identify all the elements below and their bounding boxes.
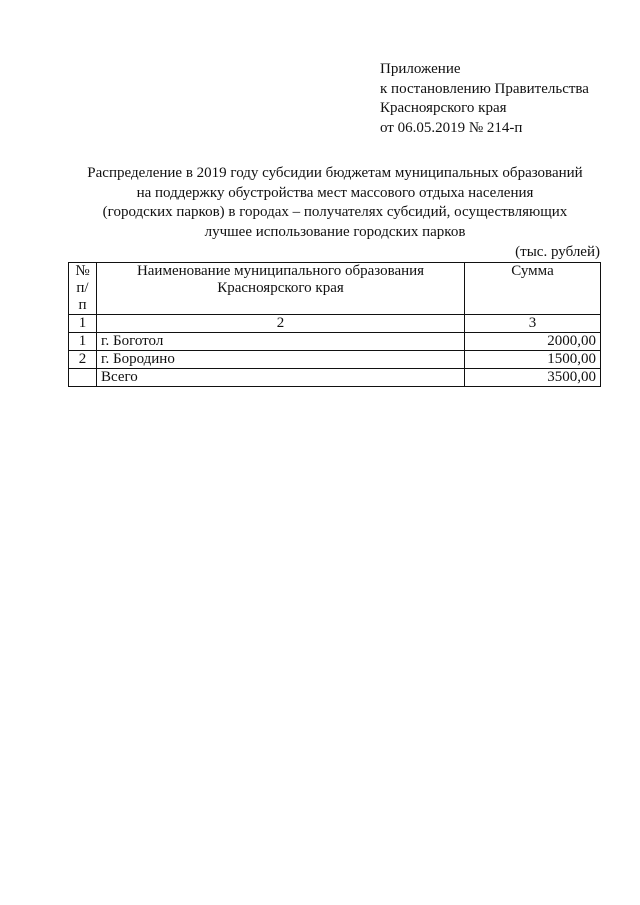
table-row (69, 351, 601, 369)
table-row (69, 333, 601, 351)
title-line-1: Распределение в 2019 году субсидии бюджетам муниципальных образований (87, 165, 583, 181)
total-row (69, 369, 601, 387)
units-label: (тыс. рублей) (515, 244, 600, 260)
index-cell: 2 (97, 315, 465, 333)
index-cell: 3 (465, 315, 601, 333)
row-number (69, 369, 97, 387)
header-name-line-1: Наименование муниципального образования (136, 263, 425, 279)
header-sum: Сумма (465, 263, 601, 315)
row-sum: 1500,00 (465, 351, 601, 369)
header-name-line-2: Красноярского края (217, 280, 344, 296)
header-number-line-2: п/п (76, 280, 89, 313)
row-name: Всего (97, 369, 465, 387)
header-name (97, 263, 465, 315)
row-number: 2 (69, 351, 97, 369)
header-number-line-1: № (75, 263, 90, 279)
subsidy-table (68, 262, 601, 387)
row-name: г. Боготол (97, 333, 465, 351)
title-line-2: на поддержку обустройства мест массового отдыха населения (136, 184, 534, 201)
row-sum: 3500,00 (465, 369, 601, 387)
appendix-line-3: Красноярского края (380, 100, 507, 116)
row-number: 1 (69, 333, 97, 351)
appendix-line-4: от 06.05.2019 № 214-п (380, 119, 523, 136)
index-cell: 1 (69, 315, 97, 333)
column-index-row (69, 315, 601, 333)
header-number (69, 263, 97, 315)
appendix-block (380, 60, 589, 138)
table-header-row (69, 263, 601, 315)
row-sum: 2000,00 (465, 333, 601, 351)
appendix-line-2: к постановлению Правительства (380, 80, 589, 97)
title-line-3: (городских парков) в городах – получателях субсидий, осуществляющих (102, 204, 568, 220)
row-name: г. Бородино (97, 351, 465, 369)
appendix-line-1: Приложение (380, 61, 461, 77)
document-title (60, 164, 610, 242)
title-line-4: лучшее использование городских парков (204, 223, 466, 240)
